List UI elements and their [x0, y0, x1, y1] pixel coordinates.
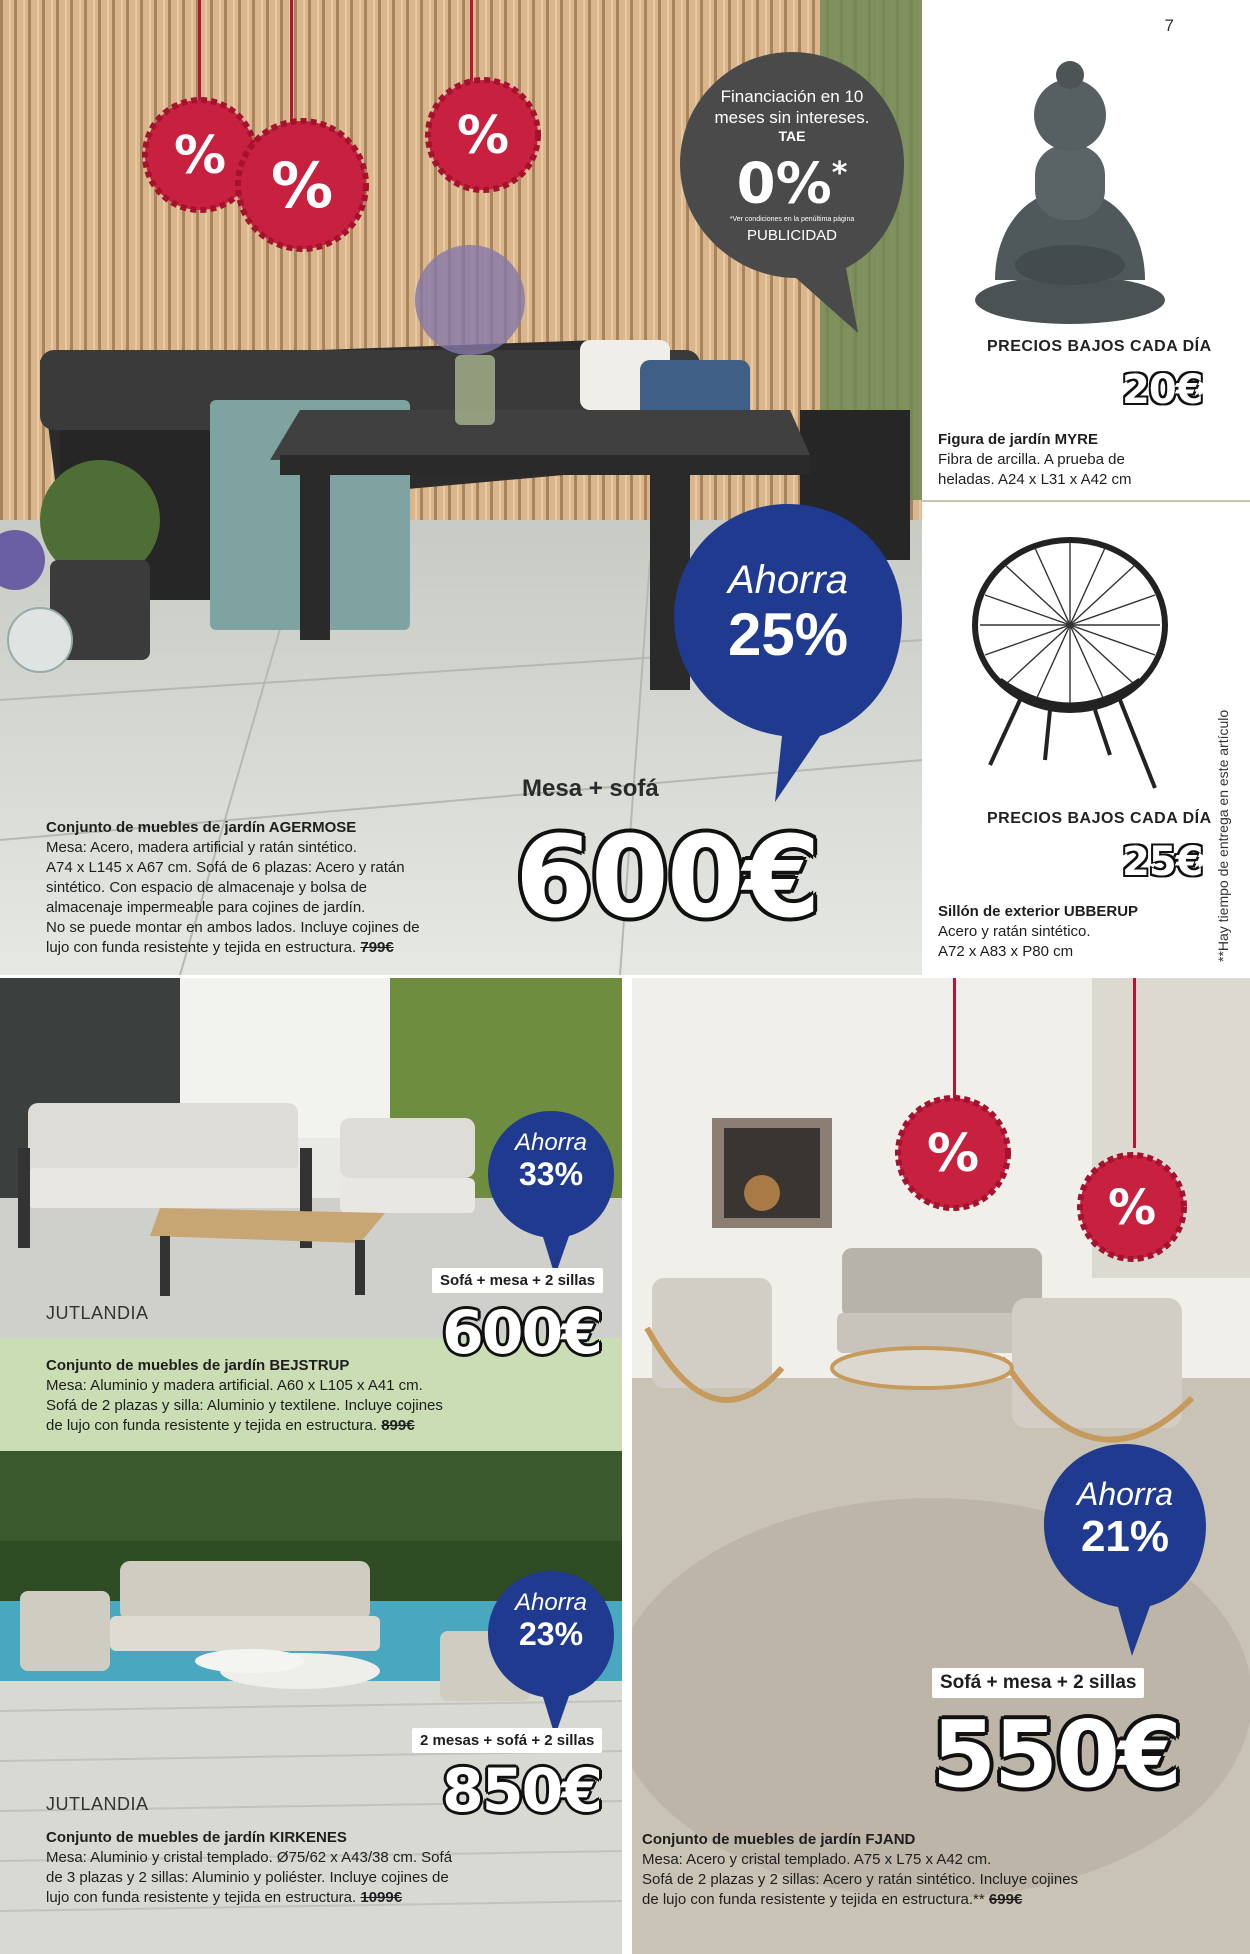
agermose-price: 600€ [515, 813, 819, 943]
desc-line: de lujo con funda resistente y tejida en estructura. [46, 1417, 378, 1434]
agermose-description [46, 818, 486, 958]
old-price: 1099€ [360, 1889, 403, 1906]
rope [1133, 978, 1136, 1148]
percent-label: % [270, 149, 334, 222]
agermose-combo: Mesa + sofá [522, 775, 659, 802]
desc-line: No se puede montar en ambos lados. Incluye cojines de [46, 919, 420, 936]
kirkenes-combo: 2 mesas + sofá + 2 sillas [412, 1728, 602, 1753]
desc-line: de 3 plazas y 2 sillas: Aluminio y poliéster. Incluye cojines de [46, 1869, 449, 1886]
savings-word: Ahorra [727, 558, 849, 602]
savings-word: Ahorra [514, 1589, 588, 1616]
bejstrup-brand: JUTLANDIA [46, 1303, 149, 1323]
desc-line: Mesa: Acero y cristal templado. A75 x L75 x A42 cm. [642, 1851, 992, 1868]
fjand-price: 550€ [932, 1701, 1181, 1808]
myre-low-prices: PRECIOS BAJOS CADA DÍA [987, 338, 1212, 355]
old-price: 699€ [988, 1891, 1023, 1908]
myre-description [938, 430, 1178, 490]
desc-line: Mesa: Aluminio y madera artificial. A60 x L105 x A41 cm. [46, 1377, 423, 1394]
percent-label: % [173, 126, 227, 186]
kirkenes-savings-bubble [485, 1568, 617, 1738]
desc-line: Mesa: Acero, madera artificial y ratán sintético. [46, 839, 357, 856]
desc-line: sintético. Con espacio de almacenaje y bolsa de [46, 879, 368, 896]
percent-label: % [456, 106, 510, 166]
kirkenes-brand: JUTLANDIA [46, 1794, 149, 1814]
percent-tag [893, 1093, 1013, 1213]
savings-pct: 21% [1080, 1512, 1170, 1561]
fjand-title: Conjunto de muebles de jardín FJAND [642, 1831, 916, 1848]
financing-rate: 0% [736, 151, 832, 217]
bejstrup-savings-bubble [485, 1108, 617, 1278]
savings-word: Ahorra [1076, 1476, 1174, 1512]
bejstrup-price: 600€ [442, 1298, 601, 1368]
savings-pct: 33% [518, 1156, 584, 1192]
agermose-title: Conjunto de muebles de jardín AGERMOSE [46, 819, 357, 836]
desc-line: Fibra de arcilla. A prueba de [938, 451, 1125, 468]
percent-tag [423, 75, 543, 195]
desc-line: Acero y ratán sintético. [938, 923, 1091, 940]
percent-tag [1075, 1150, 1190, 1265]
bejstrup-title: Conjunto de muebles de jardín BEJSTRUP [46, 1357, 350, 1374]
percent-label: % [926, 1124, 980, 1184]
desc-line: Mesa: Aluminio y cristal templado. Ø75/62 x A43/38 cm. Sofá [46, 1849, 453, 1866]
desc-line: Sofá de 2 plazas y silla: Aluminio y textilene. Incluye cojines [46, 1397, 443, 1414]
percent-tag [232, 115, 372, 255]
financing-advert: PUBLICIDAD [746, 226, 838, 244]
old-price: 899€ [381, 1417, 415, 1434]
financing-line-2: meses sin intereses. [714, 108, 870, 127]
agermose-savings-bubble [670, 500, 906, 810]
percent-label: % [1107, 1180, 1157, 1236]
myre-title: Figura de jardín MYRE [938, 431, 1099, 448]
financing-tae: TAE [778, 128, 806, 144]
ubberup-price: 25€ [1122, 839, 1203, 885]
delivery-note: **Hay tiempo de entrega en este artículo [1215, 709, 1231, 962]
fjand-description [642, 1830, 1202, 1910]
myre-buddha-image [965, 50, 1175, 325]
kirkenes-title: Conjunto de muebles de jardín KIRKENES [46, 1829, 347, 1846]
savings-word: Ahorra [514, 1129, 588, 1156]
kirkenes-price: 850€ [442, 1756, 601, 1826]
financing-asterisk: * [831, 156, 848, 191]
desc-line: A72 x A83 x P80 cm [938, 943, 1074, 960]
divider [922, 500, 1250, 502]
rope [198, 0, 201, 110]
ubberup-description [938, 902, 1178, 962]
fjand-combo: Sofá + mesa + 2 sillas [932, 1668, 1144, 1698]
old-price: 799€ [360, 939, 394, 956]
desc-line: Sofá de 2 plazas y 2 sillas: Acero y ratán sintético. Incluye cojines [642, 1871, 1079, 1888]
page-number: 7 [1164, 16, 1174, 35]
kirkenes-description [46, 1828, 546, 1908]
ubberup-low-prices: PRECIOS BAJOS CADA DÍA [987, 810, 1212, 827]
myre-price: 20€ [1122, 367, 1203, 413]
financing-bubble [676, 48, 908, 338]
desc-line: de lujo con funda resistente y tejida en estructura.** [642, 1891, 985, 1908]
desc-line: lujo con funda resistente y tejida en estructura. [46, 1889, 357, 1906]
financing-line-1: Financiación en 10 [720, 87, 864, 106]
rope [290, 0, 293, 125]
bejstrup-description [46, 1356, 546, 1436]
desc-line: almacenaje impermeable para cojines de jardín. [46, 899, 366, 916]
savings-pct: 25% [727, 601, 849, 668]
desc-line: heladas. A24 x L31 x A42 cm [938, 471, 1132, 488]
ubberup-title: Sillón de exterior UBBERUP [938, 903, 1139, 920]
savings-pct: 23% [518, 1616, 584, 1652]
desc-line: lujo con funda resistente y tejida en estructura. [46, 939, 357, 956]
desc-line: A74 x L145 x A67 cm. Sofá de 6 plazas: Acero y ratán [46, 859, 405, 876]
fjand-savings-bubble [1040, 1440, 1210, 1660]
ubberup-chair-image [960, 530, 1180, 800]
bejstrup-combo: Sofá + mesa + 2 sillas [432, 1268, 603, 1293]
financing-fine-print: *Ver condiciones en la penúltima página [729, 215, 855, 223]
